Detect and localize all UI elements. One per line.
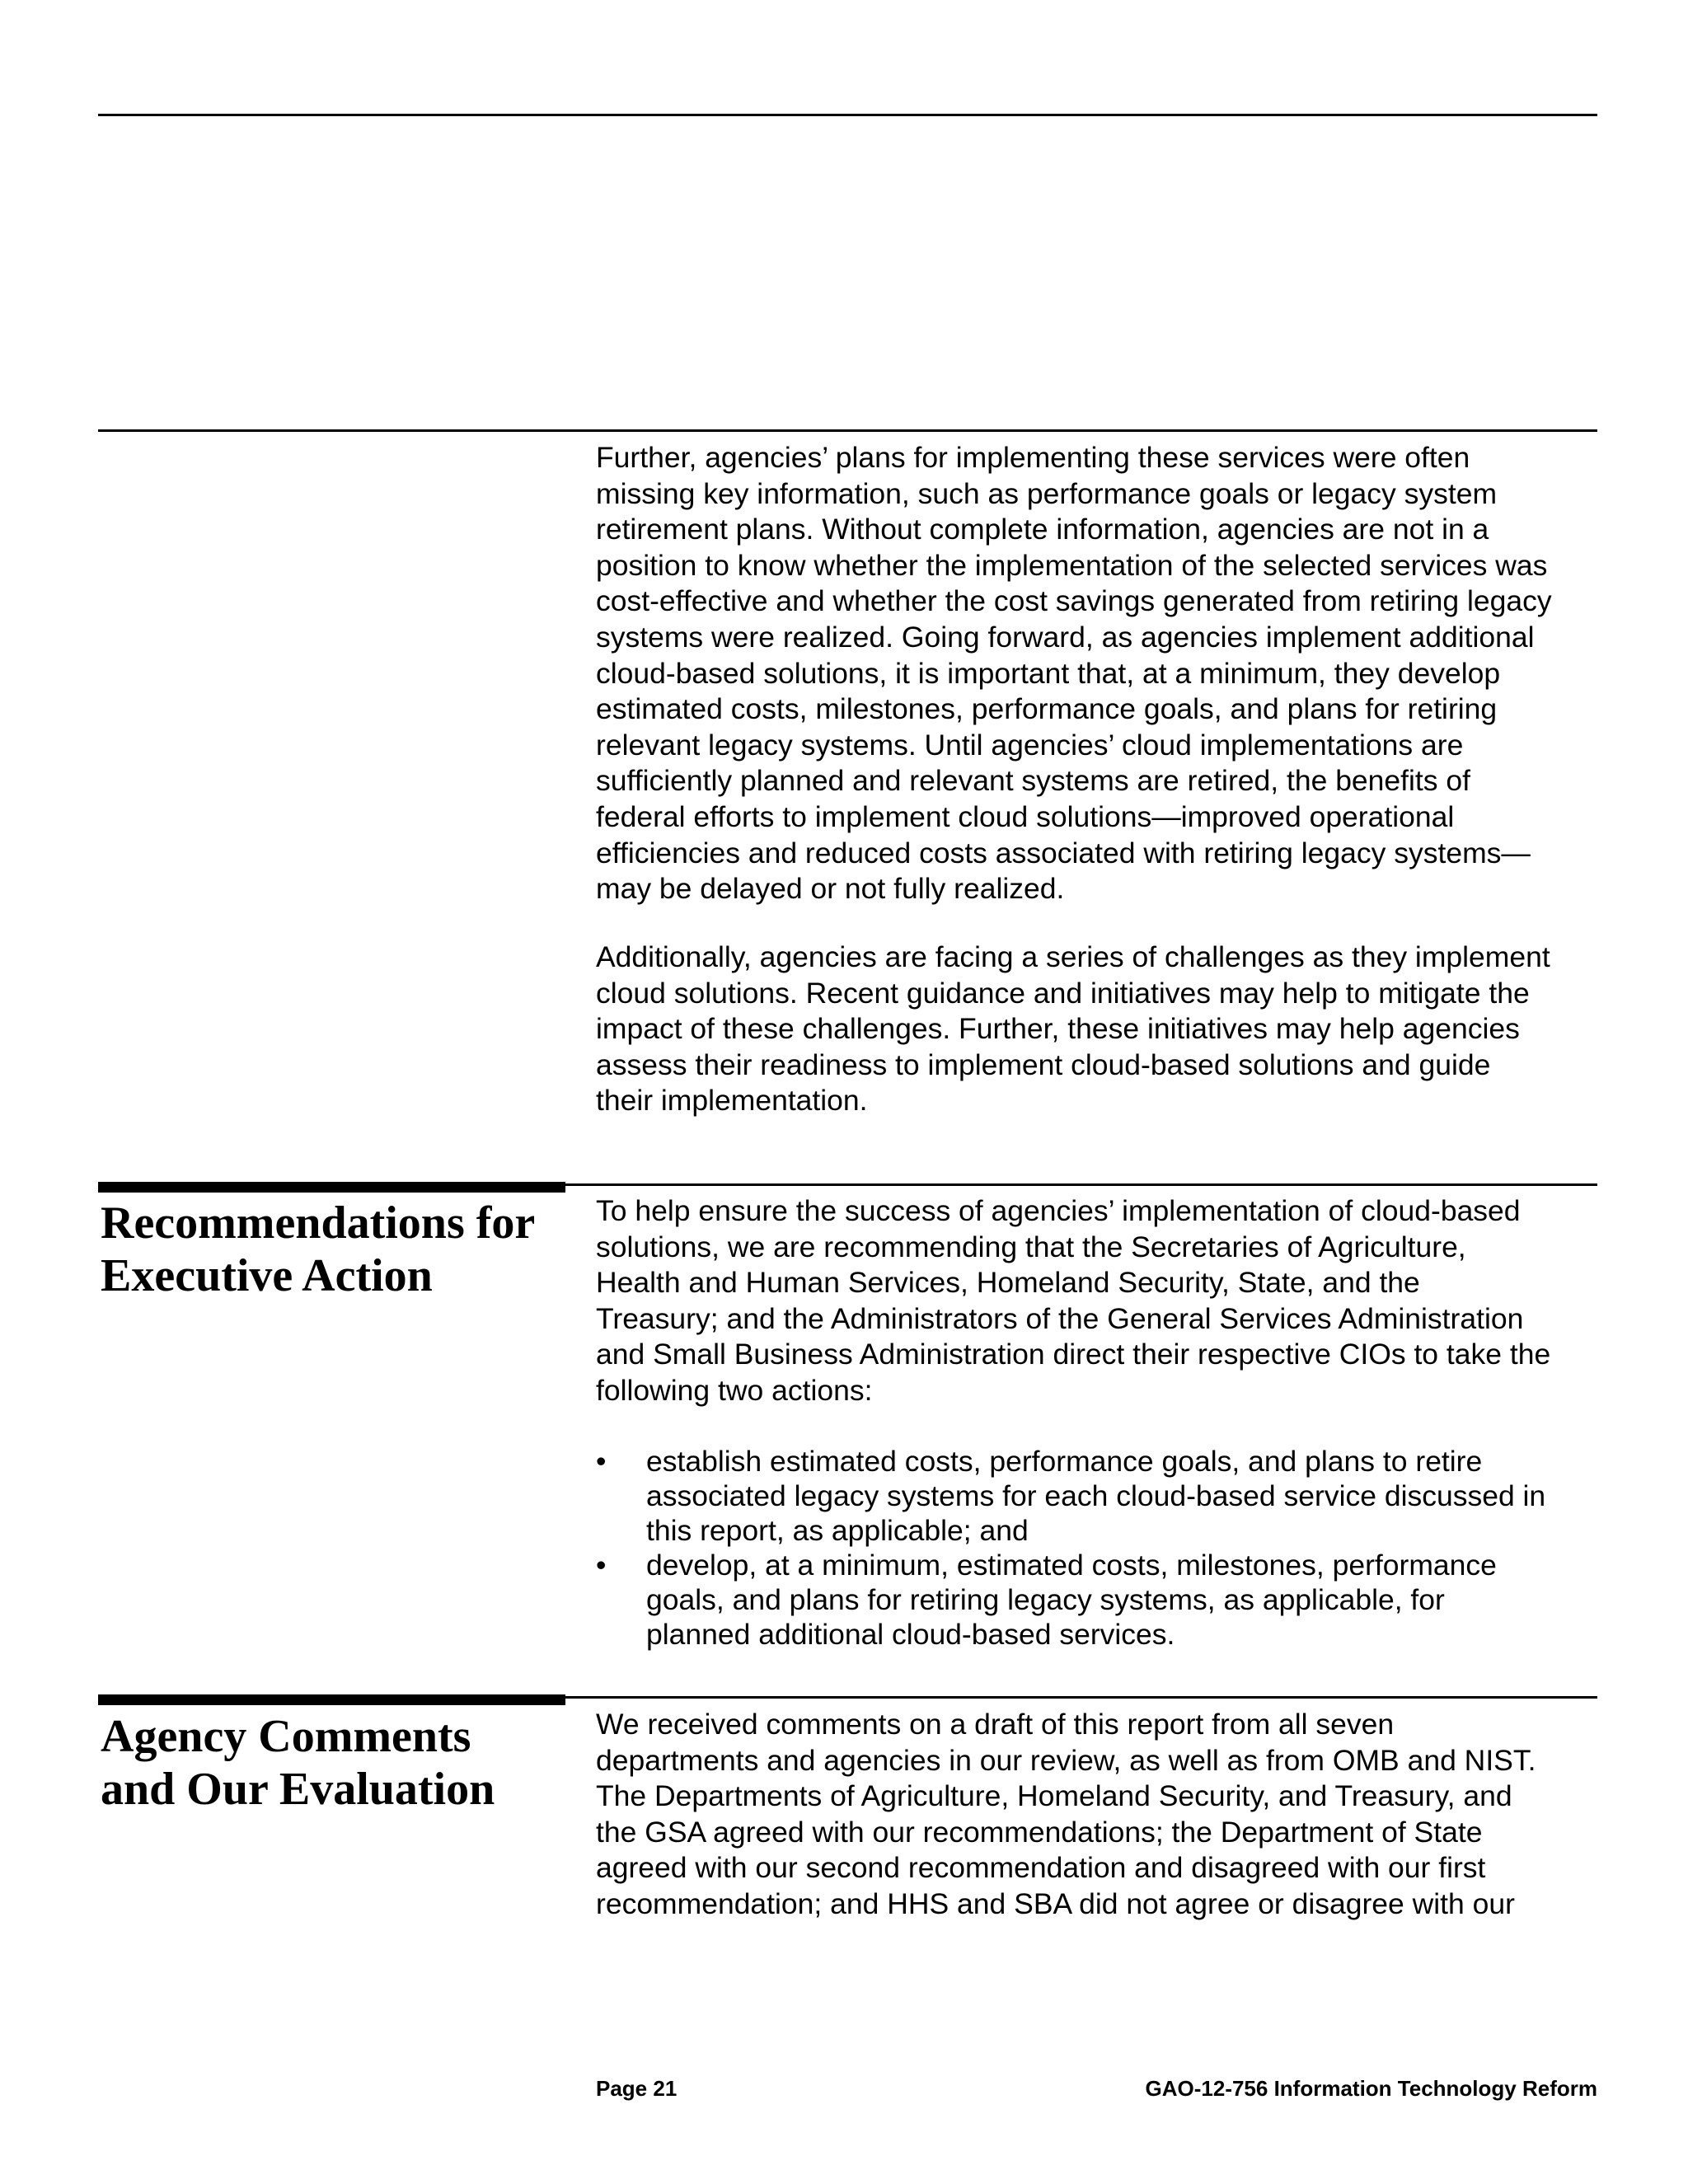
text-line: assess their readiness to implement cloud-based solutions and guide — [596, 1047, 1491, 1081]
text-line: Treasury; and the Administrators of the General Services Administration — [596, 1301, 1524, 1335]
text-line: establish estimated costs, performance goals, and plans to retire — [646, 1445, 1483, 1478]
agency-comments-heading — [101, 1710, 579, 1816]
text-line: cost-effective and whether the cost savings generated from retiring legacy — [596, 584, 1552, 618]
recommendations-heading — [101, 1197, 579, 1302]
bullet-item — [596, 1548, 1597, 1652]
challenges-paragraph — [596, 940, 1597, 1119]
bullet-item — [596, 1444, 1597, 1548]
text-line: sufficiently planned and relevant systems are retired, the benefits of — [596, 764, 1470, 798]
text-line: relevant legacy systems. Until agencies’ cloud implementations are — [596, 728, 1464, 762]
text-line: systems were realized. Going forward, as agencies implement additional — [596, 620, 1535, 654]
text-line: following two actions: — [596, 1373, 873, 1407]
heading-line: Recommendations for — [101, 1197, 536, 1249]
agency-comments-paragraph — [596, 1707, 1597, 1923]
text-line: federal efforts to implement cloud solutions—improved operational — [596, 799, 1455, 833]
recommendations-paragraph — [596, 1193, 1597, 1409]
recommendations-rule — [565, 1183, 1597, 1186]
text-line: agreed with our second recommendation and disagreed with our first — [596, 1851, 1486, 1885]
text-line: To help ensure the success of agencies’ implementation of cloud-based — [596, 1194, 1521, 1227]
report-identifier: GAO-12-756 Information Technology Reform — [1145, 2076, 1597, 2101]
recommendations-bullet-list — [596, 1444, 1597, 1652]
text-line: impact of these challenges. Further, these initiatives may help agencies — [596, 1012, 1520, 1046]
bullet-icon: • — [596, 1549, 607, 1582]
recommendations-heading-bar — [98, 1182, 565, 1193]
text-line: solutions, we are recommending that the Secretaries of Agriculture, — [596, 1230, 1466, 1263]
text-line: The Departments of Agriculture, Homeland Security, and Treasury, and — [596, 1779, 1512, 1813]
intro-paragraph — [596, 440, 1597, 907]
text-line: retirement plans. Without complete information, agencies are not in a — [596, 513, 1489, 546]
text-line: associated legacy systems for each cloud-based service discussed in — [646, 1479, 1546, 1512]
agency-comments-heading-bar — [98, 1694, 565, 1705]
text-line: may be delayed or not fully realized. — [596, 872, 1065, 906]
text-line: We received comments on a draft of this report from all seven — [596, 1708, 1395, 1741]
heading-line: Agency Comments — [101, 1711, 471, 1762]
text-line: position to know whether the implementation of the selected services was — [596, 548, 1548, 582]
text-line: departments and agencies in our review, as well as from OMB and NIST. — [596, 1743, 1536, 1777]
text-line: cloud solutions. Recent guidance and initiatives may help to mitigate the — [596, 976, 1530, 1010]
section-rule-intro — [98, 429, 1597, 432]
text-line: cloud-based solutions, it is important that, at a minimum, they develop — [596, 656, 1501, 690]
top-rule — [98, 114, 1597, 116]
heading-line: Executive Action — [101, 1250, 433, 1301]
text-line: efficiencies and reduced costs associated with retiring legacy systems— — [596, 836, 1531, 869]
text-line: develop, at a minimum, estimated costs, milestones, performance — [646, 1549, 1497, 1582]
bullet-icon: • — [596, 1445, 607, 1478]
text-line: their implementation. — [596, 1084, 868, 1118]
heading-line: and Our Evaluation — [101, 1764, 495, 1815]
text-line: estimated costs, milestones, performance goals, and plans for retiring — [596, 692, 1498, 726]
text-line: Further, agencies’ plans for implementing these services were often — [596, 441, 1470, 474]
text-line: missing key information, such as performance goals or legacy system — [596, 476, 1498, 510]
text-line: Health and Human Services, Homeland Security, State, and the — [596, 1266, 1420, 1300]
text-line: goals, and plans for retiring legacy systems, as applicable, for — [646, 1583, 1445, 1616]
text-line: recommendation; and HHS and SBA did not agree or disagree with our — [596, 1886, 1515, 1920]
text-line: planned additional cloud-based services. — [646, 1618, 1175, 1651]
page-number: Page 21 — [596, 2076, 678, 2101]
agency-comments-rule — [565, 1696, 1597, 1699]
text-line: the GSA agreed with our recommendations; the Department of State — [596, 1815, 1483, 1849]
text-line: Additionally, agencies are facing a series of challenges as they implement — [596, 940, 1550, 973]
text-line: this report, as applicable; and — [646, 1514, 1029, 1547]
text-line: and Small Business Administration direct their respective CIOs to take the — [596, 1338, 1551, 1371]
